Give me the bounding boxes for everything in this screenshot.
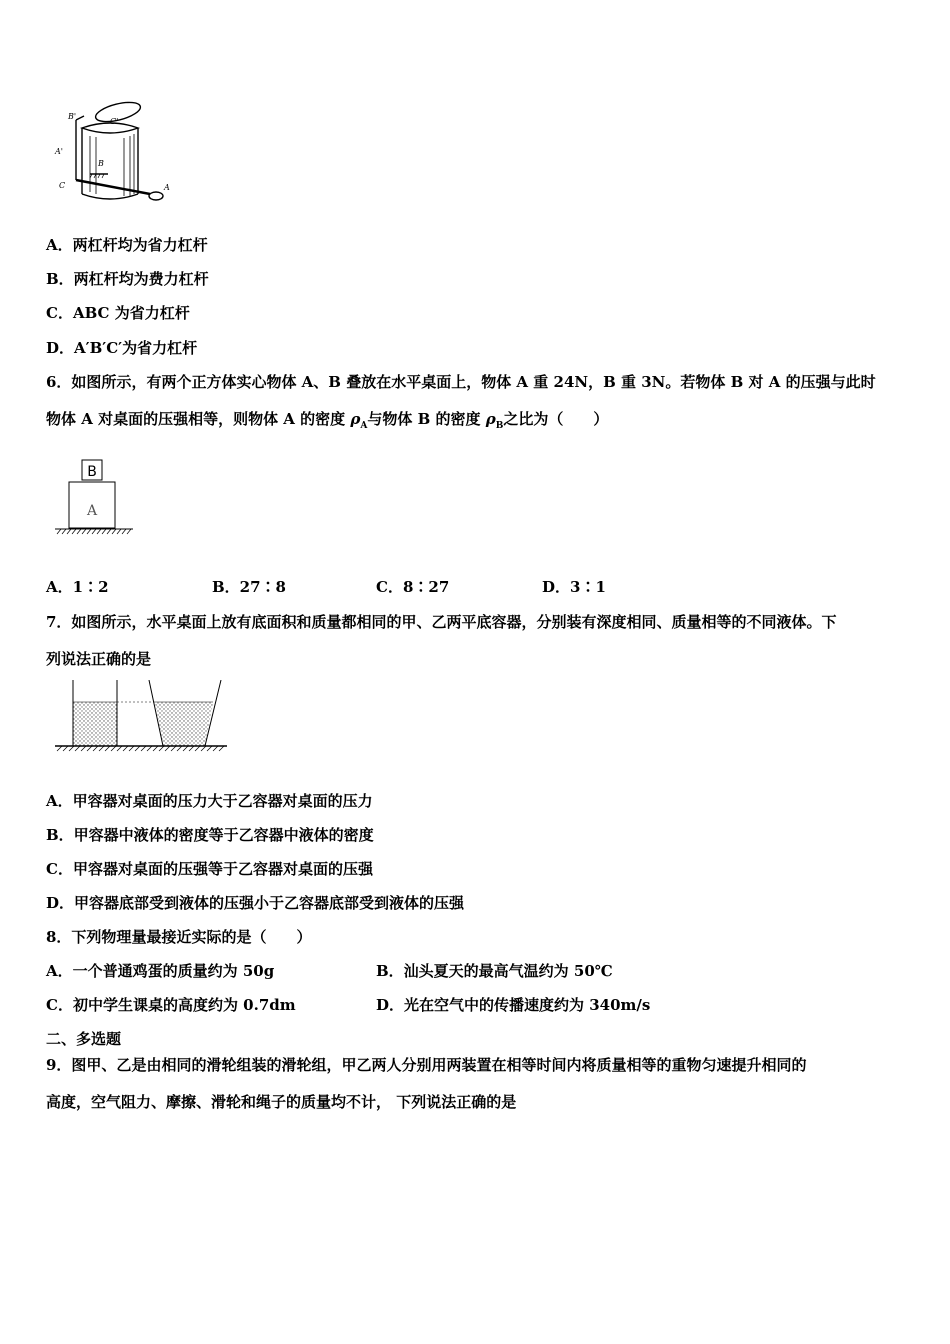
- q7-option-d: D．甲容器底部受到液体的压强小于乙容器底部受到液体的压强: [46, 894, 465, 912]
- q5-option-a: A．两杠杆均为省力杠杆: [46, 236, 208, 254]
- q6-stem-part3: 之比为（ ）: [503, 410, 609, 428]
- rho-subscript-a: A: [360, 421, 368, 431]
- q9-stem-line2: 高度，空气阻力、摩擦、滑轮和绳子的质量均不计， 下列说法正确的是: [46, 1093, 517, 1111]
- q6-stem-part1: 物体 A 对桌面的压强相等，则物体 A 的密度: [46, 410, 351, 428]
- q5-option-b: B．两杠杆均为费力杠杆: [46, 270, 209, 288]
- q7-stem-line1: 7．如图所示，水平桌面上放有底面积和质量都相同的甲、乙两平底容器，分别装有深度相同、质量相等的不同液体。下: [46, 613, 837, 631]
- rho-symbol-a: ρ: [350, 410, 361, 428]
- q7-option-a: A．甲容器对桌面的压力大于乙容器对桌面的压力: [46, 792, 373, 810]
- q6-stem-part2: 与物体 B 的密度: [367, 410, 486, 428]
- q5-option-d: D．A′B′C′为省力杠杆: [46, 339, 198, 357]
- q6-stem-line2: [46, 409, 608, 436]
- block-a-label: A: [86, 503, 98, 519]
- stacked-blocks-figure: [55, 458, 137, 540]
- q7-option-b: B．甲容器中液体的密度等于乙容器中液体的密度: [46, 826, 374, 844]
- lever-trash-can-figure: [50, 98, 180, 216]
- q6-option-c: C．8∶27: [376, 578, 450, 596]
- q8-option-b: B．汕头夏天的最高气温约为 50℃: [376, 962, 613, 980]
- fig1-label-c: C: [59, 181, 66, 190]
- fig1-label-c-prime: C': [110, 117, 119, 126]
- q7-option-c: C．甲容器对桌面的压强等于乙容器对桌面的压强: [46, 860, 373, 878]
- fig1-label-a: A: [164, 183, 170, 192]
- q6-option-b: B．27∶8: [212, 578, 286, 596]
- q6-option-a: A．1∶2: [46, 578, 109, 596]
- q6-option-d: D．3∶1: [542, 578, 606, 596]
- section-heading-multiple-choice: 二、多选题: [46, 1030, 122, 1048]
- fig1-label-a-prime: A': [55, 147, 63, 156]
- fig1-label-b-prime: B': [68, 112, 77, 121]
- q8-option-d: D．光在空气中的传播速度约为 340m/s: [376, 996, 651, 1014]
- rho-symbol-b: ρ: [485, 410, 496, 428]
- q5-option-c: C．ABC 为省力杠杆: [46, 304, 190, 322]
- q9-stem-line1: 9．图甲、乙是由相同的滑轮组装的滑轮组，甲乙两人分别用两装置在相等时间内将质量相等的重物匀速提升相同的: [46, 1056, 807, 1074]
- containers-figure: [55, 680, 230, 755]
- fig1-label-b: B: [98, 159, 104, 168]
- q7-stem-line2: 列说法正确的是: [46, 650, 152, 668]
- block-b-label: B: [87, 464, 97, 480]
- q8-stem: 8．下列物理量最接近实际的是（ ）: [46, 928, 312, 946]
- rho-subscript-b: B: [495, 421, 504, 431]
- q8-option-a: A．一个普通鸡蛋的质量约为 50g: [46, 962, 275, 980]
- q6-stem-line1: 6．如图所示，有两个正方体实心物体 A、B 叠放在水平桌面上，物体 A 重 24N，B 重 3N。若物体 B 对 A 的压强与此时: [46, 373, 876, 391]
- q8-option-c: C．初中学生课桌的高度约为 0.7dm: [46, 996, 296, 1014]
